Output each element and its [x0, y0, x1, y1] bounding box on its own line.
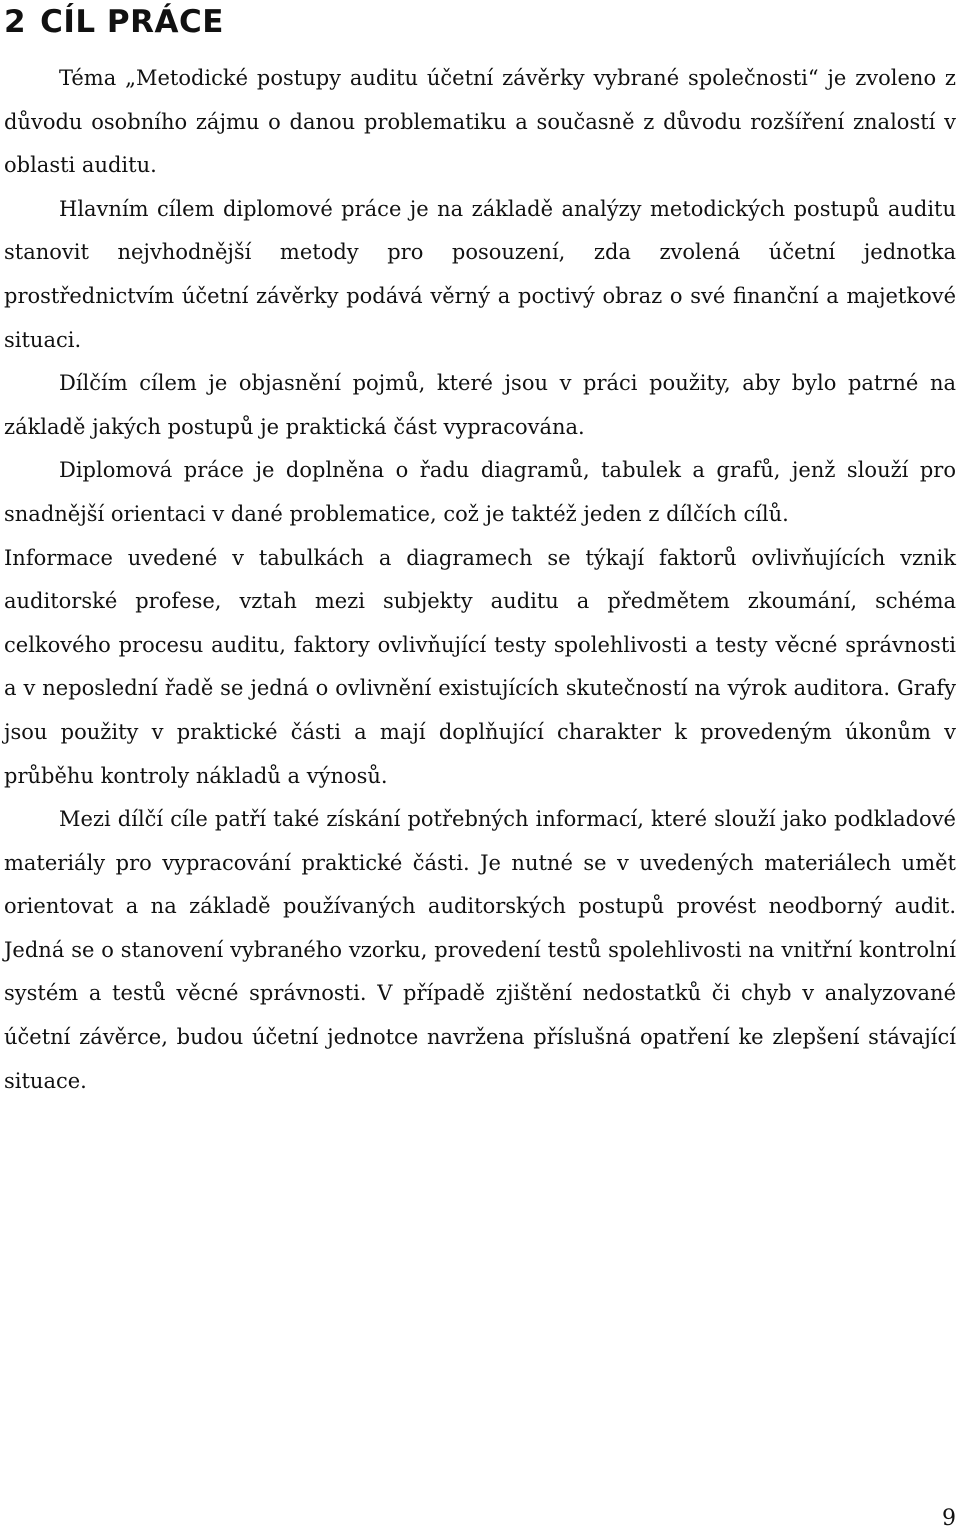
paragraph-topic: Téma „Metodické postupy auditu účetní závěrky vybrané společnosti“ je zvoleno z důvodu osobního zájmu o danou problematiku a současně z důvodu rozšíření znalostí v oblasti auditu. [4, 66, 956, 178]
page-number: 9 [942, 1506, 956, 1531]
paragraph-diagrams: Diplomová práce je doplněna o řadu diagramů, tabulek a grafů, jenž slouží pro snadnější orientaci v dané problematice, což je taktéž jeden z dílčích cílů. [4, 458, 956, 526]
paragraph-partial-goal: Dílčím cílem je objasnění pojmů, které jsou v práci použity, aby bylo patrné na základě jakých postupů je praktická část vypracována. [4, 371, 956, 439]
chapter-body [4, 57, 956, 1103]
chapter-number: 2 [4, 4, 27, 40]
paragraph-main-goal: Hlavním cílem diplomové práce je na základě analýzy metodických postupů auditu stanovit nejvhodnější metody pro posouzení, zda zvolená účetní jednotka prostřednictvím účetní závěrky podává věrný a poctivý obraz o své finanční a majetkové situaci. [4, 196, 956, 352]
chapter-title: CÍL PRÁCE [40, 4, 224, 40]
chapter-heading [4, 0, 224, 44]
paragraph-tables-info: Informace uvedené v tabulkách a diagramech se týkají faktorů ovlivňujících vznik auditorské profese, vztah mezi subjekty auditu a předmětem zkoumání, schéma celkového procesu auditu, faktory ovlivňující testy spolehlivosti a testy věcné správnosti a v neposlední řadě se jedná o ovlivnění existujících skutečností na výrok auditora. Grafy jsou použity v praktické části a mají doplňující charakter k provedeným úkonům v průběhu kontroly nákladů a výnosů. [4, 545, 956, 788]
paragraph-materials: Mezi dílčí cíle patří také získání potřebných informací, které slouží jako podkladové materiály pro vypracování praktické části. Je nutné se v uvedených materiálech umět orientovat a na základě používaných auditorských postupů provést neodborný audit. Jedná se o stanovení vybraného vzorku, provedení testů spolehlivosti na vnitřní kontrolní systém a testů věcné správnosti. V případě zjištění nedostatků či chyb v analyzované účetní závěrce, budou účetní jednotce navržena příslušná opatření ke zlepšení stávající situace. [4, 807, 956, 1093]
